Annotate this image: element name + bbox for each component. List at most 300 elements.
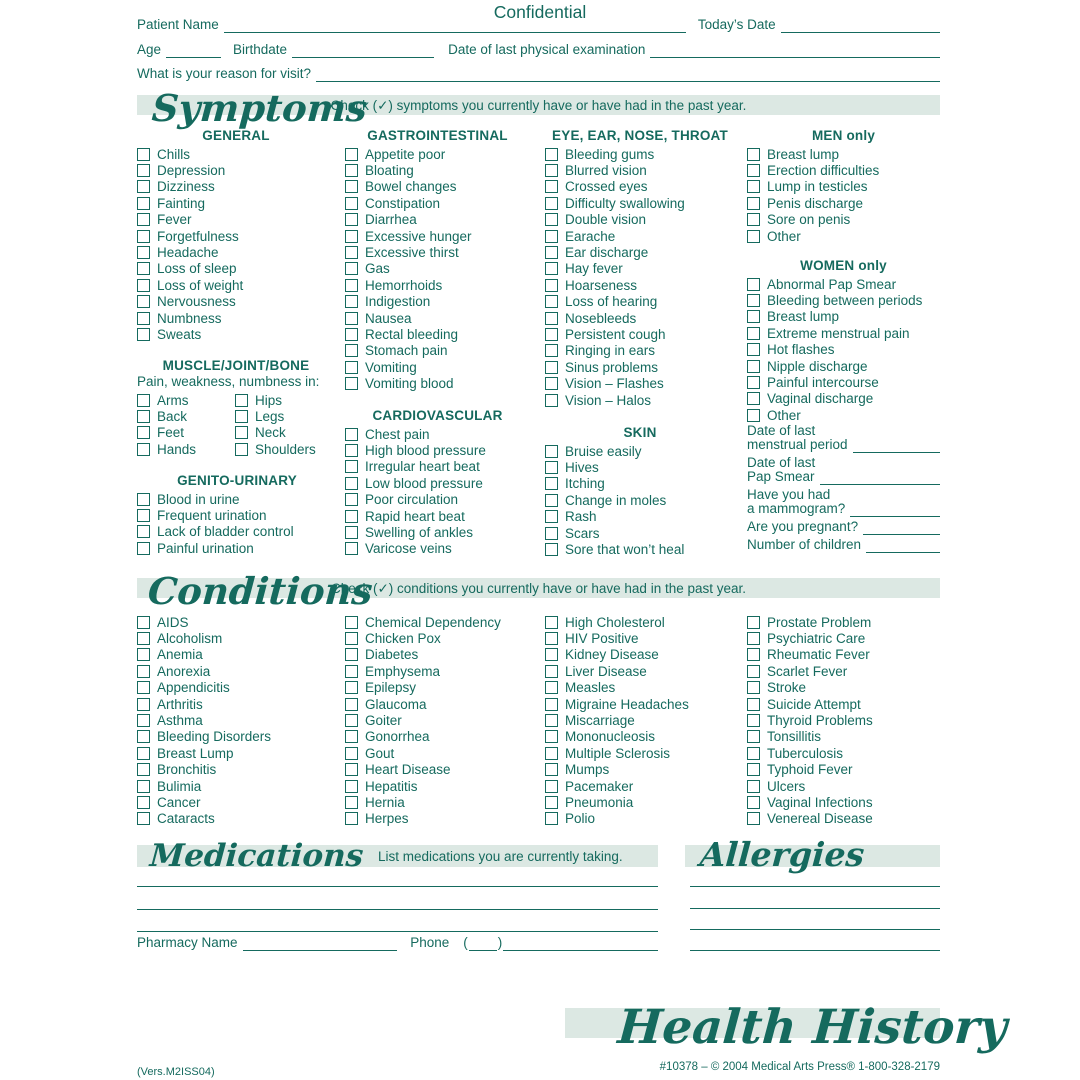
checkbox[interactable] <box>345 747 358 760</box>
checkbox[interactable] <box>137 443 150 456</box>
phone-number-field[interactable] <box>503 934 658 951</box>
checkbox[interactable] <box>137 197 150 210</box>
checkbox[interactable] <box>747 360 760 373</box>
checkbox-label: Excessive hunger <box>365 228 472 244</box>
checkbox[interactable] <box>747 294 760 307</box>
checkbox-item <box>137 524 337 540</box>
birthdate-field[interactable] <box>292 41 434 58</box>
checkbox-label: Polio <box>565 811 596 827</box>
checkbox[interactable] <box>345 730 358 743</box>
checkbox[interactable] <box>345 377 358 390</box>
age-field[interactable] <box>166 41 221 58</box>
checkbox-item <box>545 146 735 162</box>
checkbox[interactable] <box>137 780 150 793</box>
phone-area-code-field[interactable] <box>469 934 497 951</box>
checkbox[interactable] <box>345 197 358 210</box>
checkbox[interactable] <box>345 493 358 506</box>
medications-line-2[interactable] <box>137 909 658 910</box>
checkbox[interactable] <box>545 230 558 243</box>
men-list <box>747 146 940 244</box>
checkbox[interactable] <box>235 394 248 407</box>
checkbox-item <box>747 696 942 712</box>
checkbox[interactable] <box>545 377 558 390</box>
checkbox[interactable] <box>747 730 760 743</box>
checkbox-item <box>345 426 530 442</box>
checkbox[interactable] <box>345 295 358 308</box>
checkbox[interactable] <box>137 262 150 275</box>
checkbox[interactable] <box>545 543 558 556</box>
checkbox[interactable] <box>747 180 760 193</box>
checkbox[interactable] <box>345 632 358 645</box>
muscle-right-list <box>235 392 335 458</box>
checkbox-label: Nausea <box>365 310 412 326</box>
checkbox-label: Hips <box>255 392 283 408</box>
checkbox[interactable] <box>747 714 760 727</box>
checkbox-label: Other <box>767 407 801 423</box>
checkbox-label: Arms <box>157 392 189 408</box>
checkbox-item <box>545 680 740 696</box>
checkbox[interactable] <box>747 681 760 694</box>
checkbox-label: Diabetes <box>365 647 419 663</box>
checkbox[interactable] <box>345 148 358 161</box>
checkbox[interactable] <box>545 812 558 825</box>
pregnant-field[interactable] <box>863 520 940 535</box>
checkbox[interactable] <box>137 328 150 341</box>
checkbox-label: High blood pressure <box>365 443 486 459</box>
checkbox-label: HIV Positive <box>565 631 639 647</box>
checkbox[interactable] <box>545 527 558 540</box>
checkbox[interactable] <box>545 180 558 193</box>
checkbox[interactable] <box>345 648 358 661</box>
checkbox-item <box>137 425 235 441</box>
checkbox-item <box>137 712 337 728</box>
last-exam-field[interactable] <box>650 41 940 58</box>
checkbox[interactable] <box>545 681 558 694</box>
checkbox-item <box>545 614 740 630</box>
checkbox-label: Pacemaker <box>565 778 634 794</box>
checkbox-label: Sweats <box>157 326 202 342</box>
phone-paren-open: ( <box>463 935 468 950</box>
checkbox-label: Hay fever <box>565 261 623 277</box>
checkbox[interactable] <box>345 812 358 825</box>
checkbox[interactable] <box>137 616 150 629</box>
symptoms-gastro-section <box>345 128 530 392</box>
checkbox-item <box>137 663 337 679</box>
question-line: menstrual period <box>747 437 848 452</box>
phone-paren-close: ) <box>497 935 503 950</box>
patient-name-field[interactable] <box>224 16 686 33</box>
checkbox[interactable] <box>747 616 760 629</box>
checkbox[interactable] <box>345 180 358 193</box>
checkbox-item <box>345 541 530 557</box>
checkbox[interactable] <box>345 213 358 226</box>
checkbox-item <box>345 508 530 524</box>
checkbox[interactable] <box>345 279 358 292</box>
checkbox[interactable] <box>345 444 358 457</box>
checkbox-item <box>545 696 740 712</box>
checkbox-label: Nervousness <box>157 294 236 310</box>
checkbox[interactable] <box>137 312 150 325</box>
checkbox-label: Earache <box>565 228 616 244</box>
checkbox-item <box>545 745 740 761</box>
checkbox[interactable] <box>747 327 760 340</box>
checkbox-label: Tonsillitis <box>767 729 822 745</box>
checkbox-label: Ulcers <box>767 778 806 794</box>
checkbox-item <box>747 391 940 407</box>
checkbox-item <box>345 762 540 778</box>
general-list <box>137 146 335 343</box>
checkbox[interactable] <box>345 460 358 473</box>
checkbox-item <box>345 442 530 458</box>
allergies-line-1[interactable] <box>690 886 940 887</box>
checkbox[interactable] <box>747 780 760 793</box>
checkbox[interactable] <box>137 648 150 661</box>
checkbox[interactable] <box>747 148 760 161</box>
checkbox-label: Lack of bladder control <box>157 524 294 540</box>
checkbox[interactable] <box>137 698 150 711</box>
symptoms-eent-section <box>545 128 735 408</box>
checkbox-label: Scars <box>565 525 600 541</box>
checkbox-label: Change in moles <box>565 492 667 508</box>
checkbox-item <box>747 762 942 778</box>
checkbox-item <box>345 729 540 745</box>
checkbox[interactable] <box>747 213 760 226</box>
checkbox[interactable] <box>345 780 358 793</box>
checkbox[interactable] <box>137 246 150 259</box>
checkbox-item <box>747 407 940 423</box>
checkbox-item <box>747 195 940 211</box>
last-menstrual-period-question <box>747 424 940 453</box>
checkbox[interactable] <box>545 295 558 308</box>
checkbox[interactable] <box>545 246 558 259</box>
checkbox[interactable] <box>345 510 358 523</box>
pharmacy-row <box>137 934 658 951</box>
checkbox[interactable] <box>545 730 558 743</box>
checkbox[interactable] <box>137 812 150 825</box>
checkbox[interactable] <box>345 344 358 357</box>
checkbox-item <box>545 261 735 277</box>
checkbox[interactable] <box>137 164 150 177</box>
general-heading: GENERAL <box>202 128 270 143</box>
checkbox[interactable] <box>747 164 760 177</box>
checkbox-item <box>345 228 530 244</box>
checkbox-item <box>545 778 740 794</box>
eent-heading: EYE, EAR, NOSE, THROAT <box>552 128 728 143</box>
checkbox-item <box>747 358 940 374</box>
medications-line-3[interactable] <box>137 931 658 932</box>
checkbox-item <box>747 663 942 679</box>
allergies-line-4[interactable] <box>690 950 940 951</box>
checkbox[interactable] <box>545 632 558 645</box>
checkbox-item <box>345 261 530 277</box>
checkbox-item <box>747 342 940 358</box>
checkbox[interactable] <box>137 509 150 522</box>
checkbox-label: Vomiting blood <box>365 376 454 392</box>
checkbox[interactable] <box>747 197 760 210</box>
checkbox[interactable] <box>545 148 558 161</box>
checkbox-item <box>345 326 530 342</box>
conditions-list-2 <box>345 614 540 827</box>
checkbox-label: Constipation <box>365 195 441 211</box>
checkbox[interactable] <box>545 665 558 678</box>
children-field[interactable] <box>866 538 940 553</box>
checkbox[interactable] <box>545 279 558 292</box>
checkbox-item <box>137 277 335 293</box>
checkbox-label: Poor circulation <box>365 492 459 508</box>
age-label: Age <box>137 42 162 57</box>
checkbox[interactable] <box>345 526 358 539</box>
checkbox[interactable] <box>235 426 248 439</box>
reason-label: What is your reason for visit? <box>137 66 312 81</box>
checkbox[interactable] <box>345 763 358 776</box>
checkbox-item <box>345 146 530 162</box>
todays-date-label: Today’s Date <box>697 17 776 32</box>
checkbox-label: Hepatitis <box>365 778 418 794</box>
checkbox[interactable] <box>747 632 760 645</box>
checkbox[interactable] <box>345 542 358 555</box>
checkbox[interactable] <box>345 428 358 441</box>
checkbox-label: Neck <box>255 425 286 441</box>
checkbox-item <box>545 541 735 557</box>
checkbox-label: Loss of sleep <box>157 261 237 277</box>
pharmacy-name-field[interactable] <box>243 934 398 951</box>
checkbox[interactable] <box>747 278 760 291</box>
checkbox[interactable] <box>545 648 558 661</box>
checkbox-label: Shoulders <box>255 441 316 457</box>
checkbox[interactable] <box>345 477 358 490</box>
checkbox-item <box>747 729 942 745</box>
checkbox-label: Diarrhea <box>365 212 417 228</box>
checkbox[interactable] <box>345 616 358 629</box>
checkbox-item <box>345 359 530 375</box>
checkbox[interactable] <box>137 180 150 193</box>
allergies-line-3[interactable] <box>690 929 940 930</box>
checkbox[interactable] <box>747 376 760 389</box>
checkbox[interactable] <box>345 246 358 259</box>
checkbox[interactable] <box>545 312 558 325</box>
health-history-title: Health History <box>616 1000 1009 1055</box>
checkbox[interactable] <box>235 443 248 456</box>
checkbox[interactable] <box>545 714 558 727</box>
conditions-col-4 <box>747 612 942 827</box>
checkbox[interactable] <box>345 164 358 177</box>
medications-line-1[interactable] <box>137 886 658 887</box>
genito-heading: GENITO-URINARY <box>177 473 297 488</box>
checkbox-label: Pneumonia <box>565 794 634 810</box>
checkbox[interactable] <box>545 344 558 357</box>
pregnant-question <box>747 520 940 535</box>
checkbox-item <box>345 212 530 228</box>
checkbox-label: Dizziness <box>157 179 215 195</box>
checkbox[interactable] <box>137 279 150 292</box>
checkbox-item <box>345 647 540 663</box>
checkbox[interactable] <box>137 632 150 645</box>
checkbox[interactable] <box>545 780 558 793</box>
checkbox-label: Ear discharge <box>565 245 649 261</box>
checkbox[interactable] <box>345 665 358 678</box>
last-menstrual-period-field[interactable] <box>853 438 940 453</box>
checkbox[interactable] <box>545 394 558 407</box>
checkbox-label: Cancer <box>157 794 201 810</box>
symptoms-women-section <box>747 258 940 424</box>
checkbox-label: Rectal bleeding <box>365 326 459 342</box>
checkbox-label: Painful urination <box>157 540 254 556</box>
muscle-left-list <box>137 392 235 458</box>
symptoms-instruction: Check (✓) symptoms you currently have or have had in the past year. <box>330 98 747 113</box>
checkbox-label: Suicide Attempt <box>767 696 861 712</box>
checkbox[interactable] <box>545 796 558 809</box>
checkbox-label: Anemia <box>157 647 203 663</box>
checkbox-item <box>345 162 530 178</box>
checkbox[interactable] <box>747 310 760 323</box>
checkbox-item <box>345 663 540 679</box>
checkbox[interactable] <box>545 213 558 226</box>
checkbox-item <box>235 425 335 441</box>
checkbox[interactable] <box>137 426 150 439</box>
checkbox-label: Hoarseness <box>565 277 638 293</box>
skin-list <box>545 443 735 558</box>
checkbox-label: Herpes <box>365 811 409 827</box>
checkbox-label: Stroke <box>767 680 807 696</box>
checkbox-label: Excessive thirst <box>365 245 459 261</box>
checkbox-label: Bleeding between periods <box>767 293 923 309</box>
checkbox[interactable] <box>137 542 150 555</box>
checkbox[interactable] <box>545 164 558 177</box>
checkbox-label: Liver Disease <box>565 663 647 679</box>
checkbox-item <box>747 614 942 630</box>
symptoms-title: Symptoms <box>150 86 369 130</box>
medications-title: Medications <box>148 838 365 874</box>
checkbox[interactable] <box>545 616 558 629</box>
checkbox[interactable] <box>747 747 760 760</box>
checkbox[interactable] <box>747 698 760 711</box>
mammogram-field[interactable] <box>850 502 940 517</box>
checkbox-item <box>545 212 735 228</box>
checkbox[interactable] <box>747 812 760 825</box>
header-row-1 <box>137 16 940 33</box>
checkbox[interactable] <box>545 747 558 760</box>
checkbox-label: Hernia <box>365 794 405 810</box>
checkbox-label: Hands <box>157 441 197 457</box>
checkbox[interactable] <box>545 262 558 275</box>
checkbox-item <box>545 811 740 827</box>
checkbox[interactable] <box>345 312 358 325</box>
checkbox-item <box>345 524 530 540</box>
checkbox[interactable] <box>137 730 150 743</box>
checkbox-label: Abnormal Pap Smear <box>767 276 897 292</box>
checkbox[interactable] <box>137 493 150 506</box>
checkbox[interactable] <box>137 796 150 809</box>
checkbox[interactable] <box>747 796 760 809</box>
checkbox[interactable] <box>545 445 558 458</box>
checkbox-label: Difficulty swallowing <box>565 195 685 211</box>
phone-label: Phone <box>410 935 450 950</box>
checkbox-item <box>345 811 540 827</box>
symptoms-men-section <box>747 128 940 244</box>
checkbox-item <box>545 179 735 195</box>
checkbox[interactable] <box>137 394 150 407</box>
checkbox[interactable] <box>545 477 558 490</box>
checkbox[interactable] <box>545 698 558 711</box>
checkbox[interactable] <box>747 409 760 422</box>
checkbox[interactable] <box>747 648 760 661</box>
checkbox[interactable] <box>545 197 558 210</box>
checkbox[interactable] <box>137 525 150 538</box>
checkbox-label: Loss of hearing <box>565 294 658 310</box>
checkbox[interactable] <box>747 230 760 243</box>
checkbox[interactable] <box>345 681 358 694</box>
checkbox[interactable] <box>137 665 150 678</box>
checkbox[interactable] <box>345 361 358 374</box>
checkbox-label: Swelling of ankles <box>365 525 474 541</box>
checkbox[interactable] <box>137 763 150 776</box>
checkbox[interactable] <box>137 148 150 161</box>
checkbox[interactable] <box>747 665 760 678</box>
allergies-line-2[interactable] <box>690 908 940 909</box>
checkbox[interactable] <box>545 494 558 507</box>
checkbox-item <box>345 195 530 211</box>
checkbox-item <box>545 762 740 778</box>
checkbox[interactable] <box>137 295 150 308</box>
checkbox-label: Bowel changes <box>365 179 457 195</box>
checkbox[interactable] <box>235 410 248 423</box>
checkbox-label: Bleeding gums <box>565 146 655 162</box>
checkbox-label: Ringing in ears <box>565 343 656 359</box>
checkbox-label: High Cholesterol <box>565 614 665 630</box>
checkbox[interactable] <box>137 681 150 694</box>
men-heading: MEN only <box>811 128 876 143</box>
checkbox[interactable] <box>747 343 760 356</box>
symptoms-skin-section <box>545 425 735 558</box>
checkbox-item <box>747 745 942 761</box>
checkbox-label: Rheumatic Fever <box>767 647 870 663</box>
checkbox-item <box>137 326 335 342</box>
checkbox-label: Fainting <box>157 195 206 211</box>
checkbox[interactable] <box>345 698 358 711</box>
checkbox[interactable] <box>137 714 150 727</box>
checkbox[interactable] <box>345 262 358 275</box>
checkbox[interactable] <box>545 328 558 341</box>
checkbox[interactable] <box>345 714 358 727</box>
todays-date-field[interactable] <box>781 16 940 33</box>
question-line: Pap Smear <box>747 469 815 484</box>
checkbox[interactable] <box>747 763 760 776</box>
checkbox[interactable] <box>137 213 150 226</box>
last-pap-smear-field[interactable] <box>820 470 940 485</box>
checkbox[interactable] <box>545 510 558 523</box>
checkbox[interactable] <box>137 230 150 243</box>
checkbox[interactable] <box>137 410 150 423</box>
reason-field[interactable] <box>316 65 940 82</box>
checkbox[interactable] <box>545 361 558 374</box>
checkbox[interactable] <box>747 392 760 405</box>
question-line: a mammogram? <box>747 501 846 516</box>
checkbox-item <box>545 359 735 375</box>
checkbox[interactable] <box>545 461 558 474</box>
checkbox[interactable] <box>345 328 358 341</box>
checkbox[interactable] <box>345 796 358 809</box>
checkbox[interactable] <box>345 230 358 243</box>
checkbox[interactable] <box>137 747 150 760</box>
checkbox-label: Vaginal discharge <box>767 391 874 407</box>
checkbox[interactable] <box>545 763 558 776</box>
checkbox-item <box>137 507 337 523</box>
checkbox-label: Vision – Halos <box>565 392 652 408</box>
cardio-heading: CARDIOVASCULAR <box>372 408 503 423</box>
conditions-list-1 <box>137 614 337 827</box>
checkbox-item <box>747 680 942 696</box>
checkbox-item <box>545 509 735 525</box>
